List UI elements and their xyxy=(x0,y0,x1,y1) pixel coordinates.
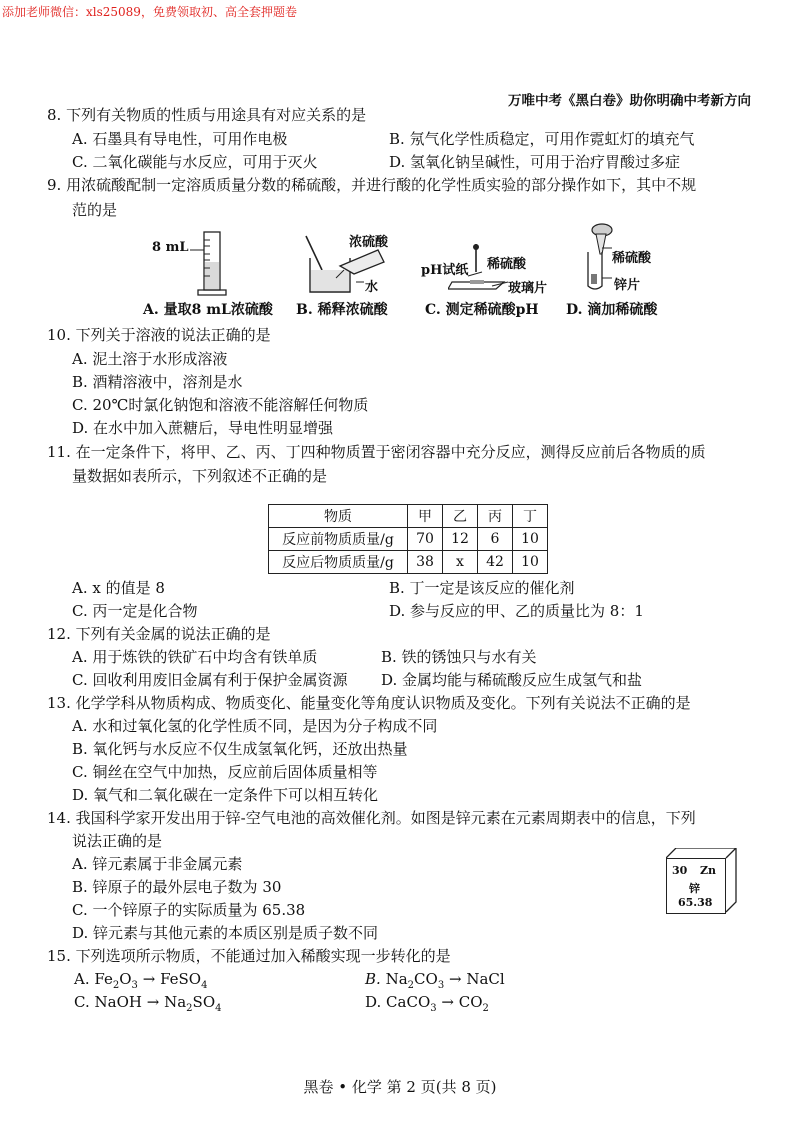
fig-c-caption: C. 测定稀硫酸pH xyxy=(425,302,539,318)
dropper-figure xyxy=(578,222,618,294)
zinc-element-card xyxy=(666,858,726,914)
table-cell: 10 xyxy=(513,528,548,551)
question-8-option-b: B. 氖气化学性质稳定，可用作霓虹灯的填充气 xyxy=(389,130,695,148)
question-13-option-c: C. 铜丝在空气中加热，反应前后固体质量相等 xyxy=(72,763,378,781)
element-symbol: Zn xyxy=(700,864,717,877)
question-13-option-a: A. 水和过氧化氢的化学性质不同，是因为分子构成不同 xyxy=(72,717,438,735)
question-14-option-a: A. 锌元素属于非金属元素 xyxy=(72,855,243,873)
reaction-arrow: → xyxy=(441,993,454,1011)
question-12-stem: 12. 下列有关金属的说法正确的是 xyxy=(47,625,271,643)
table-header-cell: 丁 xyxy=(513,505,548,528)
atomic-number: 30 xyxy=(672,864,688,877)
table-cell: 10 xyxy=(513,551,548,574)
formula-part: SO xyxy=(192,993,216,1011)
question-8-option-a: A. 石墨具有导电性，可用作电极 xyxy=(72,130,288,148)
option-label: B. xyxy=(365,970,381,988)
question-11-stem-cont: 量数据如表所示，下列叙述不正确的是 xyxy=(72,467,328,485)
question-10-option-b: B. 酒精溶液中，溶剂是水 xyxy=(72,373,243,391)
fig-c-glass-label: 玻璃片 xyxy=(508,281,548,296)
option-label: C. xyxy=(74,993,90,1011)
formula-subscript: 2 xyxy=(407,980,415,991)
question-8-option-d: D. 氢氧化钠呈碱性，可用于治疗胃酸过多症 xyxy=(389,153,681,171)
question-13-stem: 13. 化学学科从物质构成、物质变化、能量变化等角度认识物质及变化。下列有关说法不正确的是 xyxy=(47,694,691,712)
question-12-option-a: A. 用于炼铁的铁矿石中均含有铁单质 xyxy=(72,648,318,666)
question-15-stem: 15. 下列选项所示物质，不能通过加入稀酸实现一步转化的是 xyxy=(47,947,451,965)
option-label: D. xyxy=(365,993,382,1011)
formula-subscript: 4 xyxy=(201,980,208,991)
question-9-stem: 9. 用浓硫酸配制一定溶质质量分数的稀硫酸，并进行酸的化学性质实验的部分操作如下，其中不规 xyxy=(47,176,697,194)
question-10-option-d: D. 在水中加入蔗糖后，导电性明显增强 xyxy=(72,419,334,437)
fig-a-volume-label: 8 mL xyxy=(152,240,189,255)
question-13-option-d: D. 氧气和二氧化碳在一定条件下可以相互转化 xyxy=(72,786,379,804)
question-12-option-b: B. 铁的锈蚀只与水有关 xyxy=(381,648,537,666)
formula-part: FeSO xyxy=(160,970,202,988)
element-name: 锌 xyxy=(689,882,700,895)
table-cell: 反应前物质质量/g xyxy=(269,528,408,551)
formula-subscript: 4 xyxy=(215,1003,222,1014)
reaction-arrow: → xyxy=(448,970,462,988)
option-label: A. xyxy=(74,970,90,988)
fig-b-acid-label: 浓硫酸 xyxy=(349,235,389,250)
question-11-option-d: D. 参与反应的甲、乙的质量比为 8：1 xyxy=(389,602,644,620)
table-header-cell: 物质 xyxy=(269,505,408,528)
formula-part: Na xyxy=(385,970,408,988)
formula-subscript: 3 xyxy=(430,1003,437,1014)
table-header-cell: 甲 xyxy=(408,505,443,528)
fig-b-water-label: 水 xyxy=(365,280,379,295)
question-10-option-c: C. 20℃时氯化钠饱和溶液不能溶解任何物质 xyxy=(72,396,369,414)
question-12-option-d: D. 金属均能与稀硫酸反应生成氢气和盐 xyxy=(381,671,643,689)
reaction-arrow: → xyxy=(146,993,160,1011)
mass-table xyxy=(268,504,548,574)
fig-b-caption: B. 稀释浓硫酸 xyxy=(296,302,388,318)
table-row xyxy=(269,551,548,574)
fig-c-paper-label: pH试纸 xyxy=(421,263,469,278)
question-15-option-b xyxy=(365,970,505,995)
reaction-arrow: → xyxy=(142,970,156,988)
formula-subscript: 3 xyxy=(131,980,138,991)
question-15-option-d xyxy=(365,993,489,1018)
table-cell: x xyxy=(443,551,478,574)
page-footer: 黑卷 • 化学 第 2 页(共 8 页) xyxy=(303,1078,497,1096)
question-11-stem: 11. 在一定条件下，将甲、乙、丙、丁四种物质置于密闭容器中充分反应，测得反应前后各物质的质 xyxy=(47,443,706,461)
question-15-option-c xyxy=(74,993,222,1018)
formula-part: CO xyxy=(414,970,438,988)
question-14-option-c: C. 一个锌原子的实际质量为 65.38 xyxy=(72,901,306,919)
question-8-stem: 8. 下列有关物质的性质与用途具有对应关系的是 xyxy=(47,106,367,124)
table-header-row xyxy=(269,505,548,528)
graduated-cylinder-figure xyxy=(188,226,238,298)
question-8-option-c: C. 二氧化碳能与水反应，可用于灭火 xyxy=(72,153,318,171)
question-9-stem-cont: 范的是 xyxy=(72,201,118,219)
formula-subscript: 3 xyxy=(437,980,445,991)
fig-d-caption: D. 滴加稀硫酸 xyxy=(566,302,658,318)
table-cell: 70 xyxy=(408,528,443,551)
question-15-option-a xyxy=(74,970,207,995)
formula-subscript: 2 xyxy=(112,980,120,991)
formula-part: NaOH xyxy=(94,993,142,1011)
question-12-option-c: C. 回收利用废旧金属有利于保护金属资源 xyxy=(72,671,348,689)
table-header-cell: 丙 xyxy=(478,505,513,528)
table-row xyxy=(269,528,548,551)
question-11-option-a: A. x 的值是 8 xyxy=(72,579,165,597)
ph-test-figure xyxy=(448,242,518,292)
series-title: 万唯中考《黑白卷》助你明确中考新方向 xyxy=(508,93,751,109)
formula-subscript: 2 xyxy=(482,1003,489,1014)
promo-note: 添加老师微信：xls25089，免费领取初、高全套押题卷 xyxy=(2,5,297,19)
fig-c-acid-label: 稀硫酸 xyxy=(487,257,527,272)
table-cell: 38 xyxy=(408,551,443,574)
question-14-stem-cont: 说法正确的是 xyxy=(72,832,163,850)
table-header-cell: 乙 xyxy=(443,505,478,528)
question-14-stem: 14. 我国科学家开发出用于锌-空气电池的高效催化剂。如图是锌元素在元素周期表中的信息，下列 xyxy=(47,809,696,827)
formula-part: CO xyxy=(458,993,483,1011)
atomic-mass: 65.38 xyxy=(678,896,713,909)
table-cell: 42 xyxy=(478,551,513,574)
formula-part: Fe xyxy=(94,970,113,988)
question-14-option-b: B. 锌原子的最外层电子数为 30 xyxy=(72,878,282,896)
formula-part: O xyxy=(119,970,132,988)
formula-part: Na xyxy=(164,993,187,1011)
question-13-option-b: B. 氧化钙与水反应不仅生成氢氧化钙，还放出热量 xyxy=(72,740,408,758)
question-11-option-b: B. 丁一定是该反应的催化剂 xyxy=(389,579,575,597)
table-cell: 反应后物质质量/g xyxy=(269,551,408,574)
formula-part: CaCO xyxy=(386,993,431,1011)
fig-d-zinc-label: 锌片 xyxy=(614,278,641,293)
question-11-option-c: C. 丙一定是化合物 xyxy=(72,602,198,620)
question-10-stem: 10. 下列关于溶液的说法正确的是 xyxy=(47,326,271,344)
formula-part: NaCl xyxy=(466,970,505,988)
dilution-figure xyxy=(296,234,386,296)
fig-d-acid-label: 稀硫酸 xyxy=(612,251,652,266)
question-14-option-d: D. 锌元素与其他元素的本质区别是质子数不同 xyxy=(72,924,379,942)
question-10-option-a: A. 泥土溶于水形成溶液 xyxy=(72,350,228,368)
table-cell: 12 xyxy=(443,528,478,551)
table-cell: 6 xyxy=(478,528,513,551)
fig-a-caption: A. 量取8 mL浓硫酸 xyxy=(143,302,273,318)
formula-subscript: 2 xyxy=(186,1003,193,1014)
